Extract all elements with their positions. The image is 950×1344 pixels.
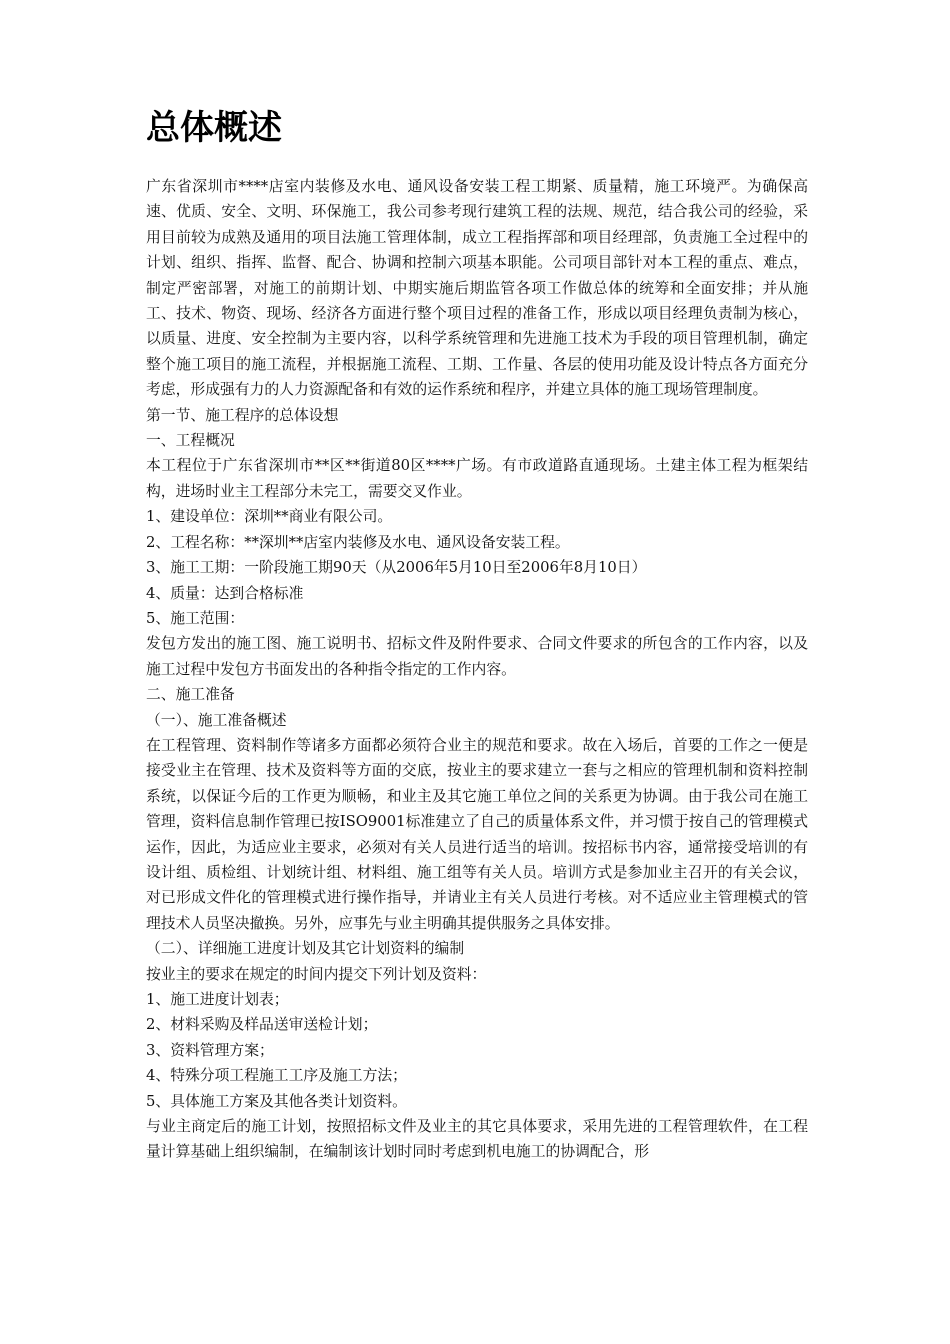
list-item-client: 1、建设单位：深圳**商业有限公司。 [146,508,393,526]
list-item-document-plan: 3、资料管理方案； [146,1041,274,1059]
subsection-heading-preparation: 二、施工准备 [146,686,235,704]
list-item-schedule: 3、施工工期：一阶段施工期90天（从2006年5月10日至2006年8月10日） [146,559,647,577]
subsection-heading-preparation-overview: （一）、施工准备概述 [146,711,287,729]
paragraph-scope-detail: 发包方发出的施工图、施工说明书、招标文件及附件要求、合同文件要求的所包含的工作内容，以及施工过程中发包方书面发出的各种指令指定的工作内容。 [146,635,808,678]
document-title: 总体概述 [146,108,282,148]
paragraph-submission-intro: 按业主的要求在规定的时间内提交下列计划及资料： [146,965,487,983]
subsection-heading-schedule-plan: （二）、详细施工进度计划及其它计划资料的编制 [146,940,465,958]
list-item-quality: 4、质量：达到合格标准 [146,584,304,602]
paragraph-preparation-detail: 在工程管理、资料制作等诸多方面都必须符合业主的规范和要求。故在入场后，首要的工作之一便是接受业主在管理、技术及资料等方面的交底，按业主的要求建立一套与之相应的管理机制和资料控制系统，以保证今后的工作更为顺畅，和业主及其它施工单位之间的关系更为协调。由于我公司在施工管理，资料信息制作管理已按ISO9001标准建立了自己的质量体系文件，并习惯于按自己的管理模式运作，因此，为适应业主要求，必须对有关人员进行适当的培训。按招标书内容，通常接受培训的有设计组、质检组、计划统计组、材料组、施工组等有关人员。培训方式是参加业主召开的有关会议，对已形成文件化的管理模式进行操作指导，并请业主有关人员进行考核。对不适应业主管理模式的管理技术人员坚决撤换。另外，应事先与业主明确其提供服务之具体安排。 [146,736,808,932]
document-body [146,102,808,1165]
paragraph-overview: 广东省深圳市****店室内装修及水电、通风设备安装工程工期紧、质量精，施工环境严。为确保高速、优质、安全、文明、环保施工，我公司参考现行建筑工程的法规、规范，结合我公司的经验，采用目前较为成熟及通用的项目法施工管理体制，成立工程指挥部和项目经理部，负责施工全过程中的计划、组织、指挥、监督、配合、协调和控制六项基本职能。公司项目部针对本工程的重点、难点，制定严密部署，对施工的前期计划、中期实施后期监管各项工作做总体的统筹和全面安排；并从施工、技术、物资、现场、经济各方面进行整个项目过程的准备工作，形成以项目经理负责制为核心，以质量、进度、安全控制为主要内容，以科学系统管理和先进施工技术为手段的项目管理机制，确定整个施工项目的施工流程，并根据施工流程、工期、工作量、各层的使用功能及设计特点各方面充分考虑，形成强有力的人力资源配备和有效的运作系统和程序，并建立具体的施工现场管理制度。 [146,178,808,399]
subsection-heading-project-overview: 一、工程概况 [146,432,235,450]
list-item-scope: 5、施工范围： [146,609,245,627]
list-item-special-procedures: 4、特殊分项工程施工工序及施工方法； [146,1067,407,1085]
paragraph-project-location: 本工程位于广东省深圳市**区**街道80区****广场。有市政道路直通现场。土建主体工程为框架结构，进场时业主工程部分未完工，需要交叉作业。 [146,457,808,500]
list-item-project-name: 2、工程名称：**深圳**店室内装修及水电、通风设备安装工程。 [146,533,570,551]
list-item-progress-plan: 1、施工进度计划表； [146,991,289,1008]
list-item-material-plan: 2、材料采购及样品送审送检计划； [146,1016,378,1034]
list-item-construction-plans: 5、具体施工方案及其他各类计划资料。 [146,1092,407,1110]
section-heading-1: 第一节、施工程序的总体设想 [146,406,339,424]
paragraph-plan-compilation: 与业主商定后的施工计划，按照招标文件及业主的其它具体要求，采用先进的工程管理软件，在工程量计算基础上组织编制，在编制该计划时同时考虑到机电施工的协调配合，形 [146,1118,808,1161]
